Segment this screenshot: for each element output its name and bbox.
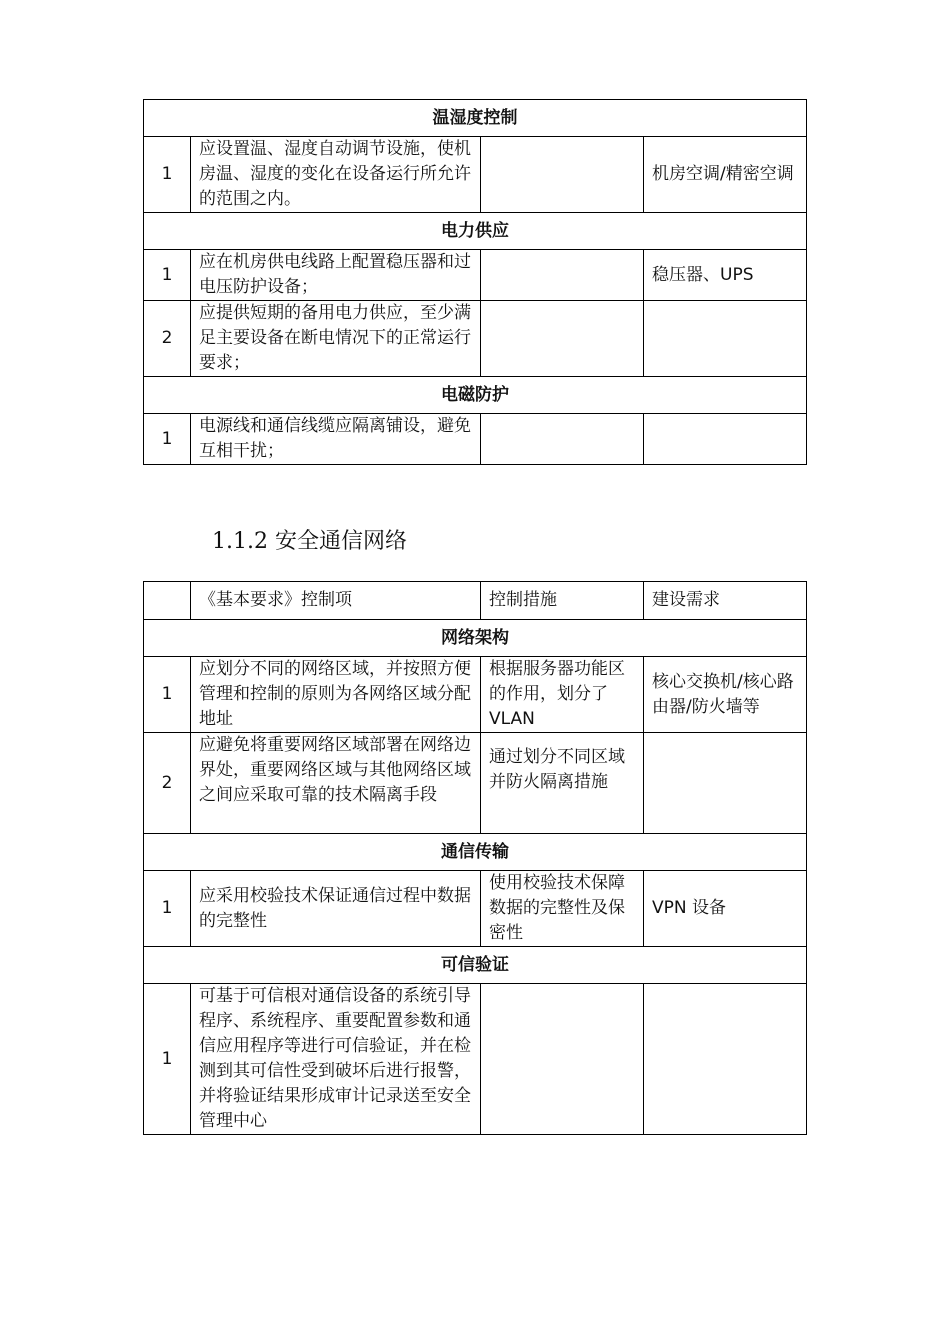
table-row <box>144 657 807 733</box>
section-title: 温湿度控制 <box>144 100 807 137</box>
row-number: 1 <box>144 414 191 465</box>
need-cell <box>644 301 807 377</box>
environment-controls-table <box>143 99 807 465</box>
need-cell <box>644 984 807 1135</box>
need-cell: 机房空调/精密空调 <box>644 137 807 213</box>
measure-cell <box>481 137 644 213</box>
need-cell: 稳压器、UPS <box>644 250 807 301</box>
row-number: 1 <box>144 657 191 733</box>
need-cell <box>644 733 807 834</box>
table-header-row <box>144 582 807 620</box>
row-number: 1 <box>144 250 191 301</box>
network-controls-table <box>143 581 807 1135</box>
row-number: 2 <box>144 301 191 377</box>
header-num <box>144 582 191 620</box>
table-row <box>144 301 807 377</box>
header-need: 建设需求 <box>644 582 807 620</box>
need-cell <box>644 414 807 465</box>
section-title: 可信验证 <box>144 947 807 984</box>
requirement-cell: 应避免将重要网络区域部署在网络边界处，重要网络区域与其他网络区域之间应采取可靠的技术隔离手段 <box>191 733 481 834</box>
row-number: 1 <box>144 871 191 947</box>
requirement-cell: 应采用校验技术保证通信过程中数据的完整性 <box>191 871 481 947</box>
measure-cell <box>481 250 644 301</box>
row-number: 2 <box>144 733 191 834</box>
requirement-cell: 电源线和通信线缆应隔离铺设，避免互相干扰； <box>191 414 481 465</box>
measure-cell <box>481 301 644 377</box>
row-number: 1 <box>144 984 191 1135</box>
need-cell: 核心交换机/核心路由器/防火墙等 <box>644 657 807 733</box>
table-row <box>144 137 807 213</box>
table-row <box>144 414 807 465</box>
section-heading: 1.1.2 安全通信网络 <box>212 529 407 554</box>
need-cell: VPN 设备 <box>644 871 807 947</box>
measure-cell: 根据服务器功能区的作用，划分了VLAN <box>481 657 644 733</box>
measure-cell: 通过划分不同区域并防火隔离措施 <box>481 733 644 834</box>
table-row <box>144 871 807 947</box>
section-title: 网络架构 <box>144 620 807 657</box>
requirement-cell: 应在机房供电线路上配置稳压器和过电压防护设备； <box>191 250 481 301</box>
measure-cell <box>481 414 644 465</box>
header-measure: 控制措施 <box>481 582 644 620</box>
section-title: 电磁防护 <box>144 377 807 414</box>
section-title: 电力供应 <box>144 213 807 250</box>
measure-cell: 使用校验技术保障数据的完整性及保密性 <box>481 871 644 947</box>
row-number: 1 <box>144 137 191 213</box>
measure-cell <box>481 984 644 1135</box>
table-row <box>144 733 807 834</box>
section-title: 通信传输 <box>144 834 807 871</box>
requirement-cell: 应提供短期的备用电力供应，至少满足主要设备在断电情况下的正常运行要求； <box>191 301 481 377</box>
table-row <box>144 250 807 301</box>
header-requirement: 《基本要求》控制项 <box>191 582 481 620</box>
requirement-cell: 可基于可信根对通信设备的系统引导程序、系统程序、重要配置参数和通信应用程序等进行可信验证，并在检测到其可信性受到破坏后进行报警，并将验证结果形成审计记录送至安全管理中心 <box>191 984 481 1135</box>
requirement-cell: 应设置温、湿度自动调节设施，使机房温、湿度的变化在设备运行所允许的范围之内。 <box>191 137 481 213</box>
table-row <box>144 984 807 1135</box>
requirement-cell: 应划分不同的网络区域，并按照方便管理和控制的原则为各网络区域分配地址 <box>191 657 481 733</box>
